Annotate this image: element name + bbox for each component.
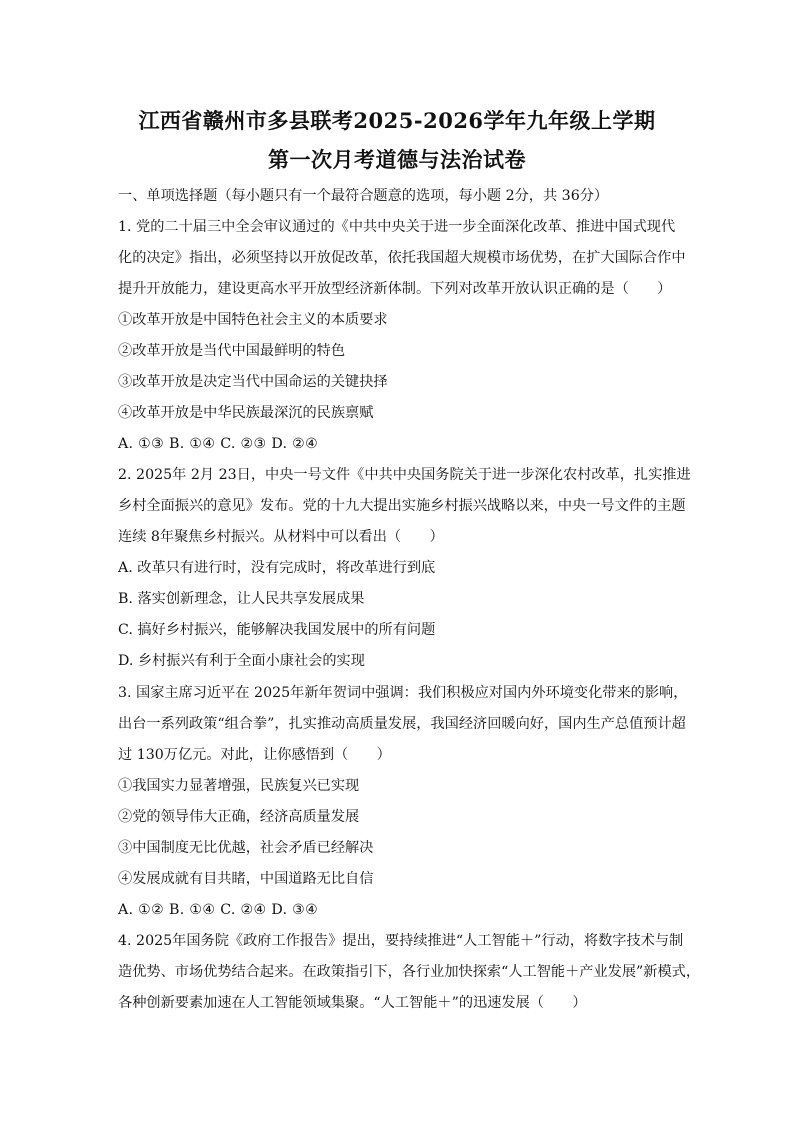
question-stem-line: 过 130万亿元。对此，让你感悟到（ ） — [118, 747, 391, 763]
statement-item: ②改革开放是当代中国最鲜明的特色 — [118, 343, 346, 359]
question-stem-line: 化的决定》指出，必须坚持以开放促改革，依托我国超大规模市场优势，在扩大国际合作中 — [118, 250, 686, 266]
question-stem-line: 2. 2025年 2月 23日，中央一号文件《中共中央国务院关于进一步深化农村改革，扎实推进 — [118, 467, 691, 483]
answer-option: D. 乡村振兴有利于全面小康社会的实现 — [118, 653, 365, 669]
question-stem-line: 1. 党的二十届三中全会审议通过的《中共中央关于进一步全面深化改革、推进中国式现代 — [118, 219, 676, 235]
statement-item: ④发展成就有目共睹，中国道路无比自信 — [118, 871, 374, 887]
question-stem-line: 连续 8年聚焦乡村振兴。从材料中可以看出（ ） — [118, 529, 444, 545]
question-stem-line: 4. 2025年国务院《政府工作报告》提出，要持续推进“人工智能＋”行动，将数字技术与制 — [118, 933, 684, 949]
question-stem-line: 3. 国家主席习近平在 2025年新年贺词中强调：我们积极应对国内外环境变化带来的影响， — [118, 685, 688, 701]
answer-options: A. ①② B. ①④ C. ②④ D. ③④ — [118, 902, 319, 918]
statement-item: ④改革开放是中华民族最深沉的民族禀赋 — [118, 405, 374, 421]
question-stem-line: 乡村全面振兴的意见》发布。党的十九大提出实施乡村振兴战略以来，中央一号文件的主题 — [118, 498, 686, 514]
statement-item: ①我国实力显著增强，民族复兴已实现 — [118, 778, 360, 794]
answer-option: C. 搞好乡村振兴，能够解决我国发展中的所有问题 — [118, 622, 436, 638]
exam-title-line1: 江西省赣州市多县联考2025-2026学年九年级上学期 — [138, 108, 656, 133]
statement-item: ①改革开放是中国特色社会主义的本质要求 — [118, 312, 388, 328]
answer-option: B. 落实创新理念，让人民共享发展成果 — [118, 591, 365, 607]
statement-item: ②党的领导伟大正确，经济高质量发展 — [118, 809, 360, 825]
answer-options: A. ①③ B. ①④ C. ②③ D. ②④ — [118, 436, 319, 452]
answer-option: A. 改革只有进行时，没有完成时，将改革进行到底 — [118, 560, 436, 576]
question-stem-line: 出台一系列政策“组合拳”，扎实推动高质量发展，我国经济回暖向好，国内生产总值预计超 — [118, 716, 686, 732]
question-stem-line: 各种创新要素加速在人工智能领域集聚。“人工智能＋”的迅速发展（ ） — [118, 995, 587, 1011]
section-heading: 一、单项选择题（每小题只有一个最符合题意的选项，每小题 2分，共 36分） — [118, 188, 609, 204]
exam-title-line2: 第一次月考道德与法治试卷 — [268, 147, 526, 172]
statement-item: ③中国制度无比优越，社会矛盾已经解决 — [118, 840, 374, 856]
question-stem-line: 造优势、市场优势结合起来。在政策指引下，各行业加快探索“人工智能＋产业发展”新模式， — [118, 964, 701, 980]
question-stem-line: 提升开放能力，建设更高水平开放型经济新体制。下列对改革开放认识正确的是（ ） — [118, 281, 672, 297]
statement-item: ③改革开放是决定当代中国命运的关键抉择 — [118, 374, 388, 390]
